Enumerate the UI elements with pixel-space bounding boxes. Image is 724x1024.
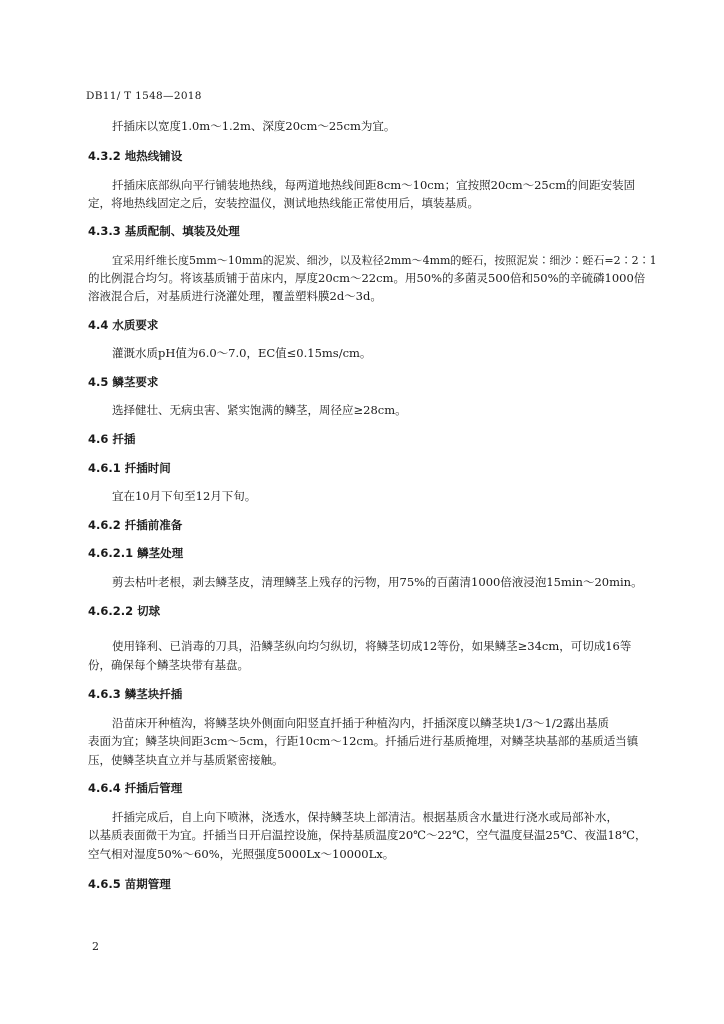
- section-heading: 4.6.2.2 切球: [88, 604, 161, 618]
- body-text: 的比例混合均匀。将该基质铺于苗床内，厚度20cm～22cm。用50%的多菌灵500倍和50%的辛硫磷1000倍: [88, 271, 646, 285]
- body-text: 表面为宜；鳞茎块间距3cm～5cm，行距10cm～12cm。扦插后进行基质掩埋，对鳞茎块基部的基质适当镇: [88, 734, 639, 748]
- body-text: 扦插完成后，自上向下喷淋，浇透水，保持鳞茎块上部清洁。根据基质含水量进行浇水或局部补水，: [112, 810, 618, 824]
- page-number: 2: [92, 940, 99, 953]
- section-heading: 4.3.2 地热线铺设: [88, 149, 183, 163]
- body-text: 溶液混合后，对基质进行浇灌处理，覆盖塑料膜2d～3d。: [88, 289, 382, 303]
- body-text: 扦插床底部纵向平行铺装地热线，每两道地热线间距8cm～10cm；宜按照20cm～25cm的间距安装固: [112, 178, 636, 192]
- body-text: 空气相对湿度50%～60%，光照强度5000Lx～10000Lx。: [88, 847, 395, 861]
- body-text: 宜采用纤维长度5mm～10mm的泥炭、细沙，以及粒径2mm～4mm的蛭石，按照泥炭∶细沙∶蛭石=2∶2∶1: [112, 254, 657, 267]
- section-heading: 4.3.3 基质配制、填装及处理: [88, 224, 240, 238]
- body-text: 灌溉水质pH值为6.0～7.0，EC值≤0.15ms/cm。: [112, 346, 372, 360]
- body-text: 选择健壮、无病虫害、紧实饱满的鳞茎，周径应≥28cm。: [112, 403, 407, 417]
- section-heading: 4.4 水质要求: [88, 318, 159, 332]
- body-text: 份，确保每个鳞茎块带有基盘。: [88, 658, 249, 672]
- section-heading: 4.6.5 苗期管理: [88, 877, 171, 891]
- section-heading: 4.6 扦插: [88, 432, 136, 446]
- body-text: 定，将地热线固定之后，安装控温仪，测试地热线能正常使用后，填装基质。: [88, 196, 479, 210]
- section-heading: 4.6.2.1 鳞茎处理: [88, 546, 184, 560]
- body-text: 扦插床以宽度1.0m～1.2m、深度20cm～25cm为宜。: [112, 119, 396, 133]
- section-heading: 4.6.1 扦插时间: [88, 461, 171, 475]
- section-heading: 4.6.4 扦插后管理: [88, 781, 183, 795]
- section-heading: 4.6.2 扦插前准备: [88, 518, 183, 532]
- standard-number: DB11/ T 1548—2018: [86, 90, 202, 102]
- body-text: 以基质表面微干为宜。扦插当日开启温控设施，保持基质温度20℃～22℃，空气温度昼温25℃、夜温18℃，: [88, 828, 647, 842]
- section-heading: 4.6.3 鳞茎块扦插: [88, 687, 183, 701]
- body-text: 宜在10月下旬至12月下旬。: [112, 489, 257, 503]
- body-text: 使用锋利、已消毒的刀具，沿鳞茎纵向均匀纵切，将鳞茎切成12等份，如果鳞茎≥34cm，可切成16等: [112, 639, 632, 653]
- body-text: 剪去枯叶老根，剥去鳞茎皮，清理鳞茎上残存的污物，用75%的百菌清1000倍液浸泡15min～20min。: [112, 575, 643, 589]
- body-text: 压，使鳞茎块直立并与基质紧密接触。: [88, 753, 284, 767]
- section-heading: 4.5 鳞茎要求: [88, 375, 159, 389]
- body-text: 沿苗床开种植沟，将鳞茎块外侧面向阳竖直扦插于种植沟内，扦插深度以鳞茎块1/3～1/2露出基质: [112, 716, 610, 730]
